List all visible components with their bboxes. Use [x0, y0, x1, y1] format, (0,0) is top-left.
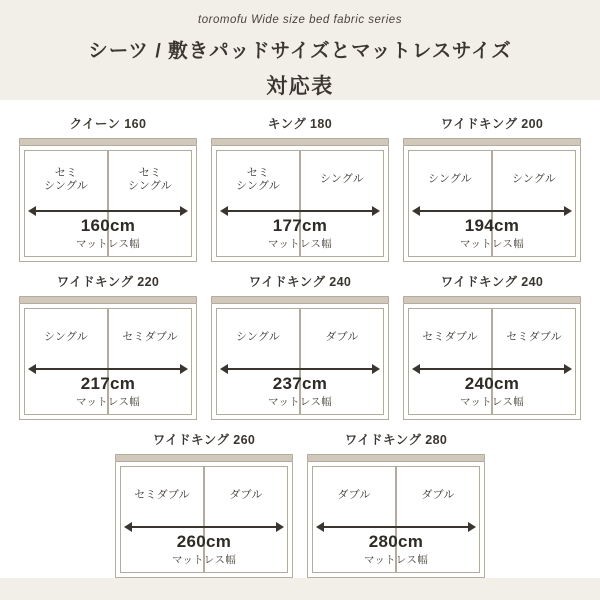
- arrow-line: [227, 210, 373, 212]
- size-card-title: ワイドキング 260: [152, 433, 256, 447]
- width-value: 260cm: [176, 532, 232, 551]
- arrow-line: [419, 210, 565, 212]
- width-caption: マットレス幅: [267, 238, 333, 250]
- mattress-label: ダブル: [337, 489, 371, 501]
- width-arrow: [220, 363, 380, 374]
- width-value: 280cm: [368, 532, 424, 551]
- size-card: [19, 272, 197, 420]
- mattress-label: シングル: [428, 173, 472, 185]
- width-caption: マットレス幅: [75, 238, 141, 250]
- mattress-label: セミダブル: [506, 331, 562, 343]
- mattress-label: シングル: [236, 331, 280, 343]
- mattress-label: ダブル: [325, 331, 359, 343]
- width-measure: [28, 205, 188, 251]
- size-card-title: クイーン 160: [69, 117, 147, 131]
- width-value: 177cm: [272, 216, 328, 235]
- width-arrow: [220, 205, 380, 216]
- arrow-right-icon: [564, 206, 572, 216]
- bed-frame: [115, 462, 293, 578]
- width-arrow: [124, 521, 284, 532]
- bed-diagram: [19, 296, 197, 420]
- size-card: [19, 114, 197, 262]
- width-measure: [220, 205, 380, 251]
- size-card: [211, 114, 389, 262]
- width-caption: マットレス幅: [75, 396, 141, 408]
- width-arrow: [412, 205, 572, 216]
- page-header: [0, 0, 600, 100]
- mattress-label: シングル: [44, 331, 88, 343]
- size-card-title: ワイドキング 240: [440, 275, 544, 289]
- arrow-line: [419, 368, 565, 370]
- headboard: [403, 296, 581, 304]
- footer-band: [0, 578, 600, 600]
- mattress-label: セミ シングル: [128, 167, 172, 192]
- width-value: 237cm: [272, 374, 328, 393]
- size-card: [403, 114, 581, 262]
- width-caption: マットレス幅: [267, 396, 333, 408]
- arrow-right-icon: [180, 364, 188, 374]
- bed-frame: [307, 462, 485, 578]
- size-card: [115, 430, 293, 578]
- mattress-label: セミ シングル: [236, 167, 280, 192]
- size-card: [307, 430, 485, 578]
- width-value: 194cm: [464, 216, 520, 235]
- headboard: [403, 138, 581, 146]
- arrow-right-icon: [372, 206, 380, 216]
- size-card-title: ワイドキング 280: [344, 433, 448, 447]
- mattress-label: セミダブル: [422, 331, 478, 343]
- width-value: 240cm: [464, 374, 520, 393]
- headboard: [307, 454, 485, 462]
- mattress-label: セミダブル: [122, 331, 178, 343]
- bed-frame: [19, 304, 197, 420]
- bed-diagram: [307, 454, 485, 578]
- size-card-title: ワイドキング 200: [440, 117, 544, 131]
- bed-diagram: [115, 454, 293, 578]
- width-caption: マットレス幅: [459, 238, 525, 250]
- bed-frame: [211, 146, 389, 262]
- width-measure: [124, 521, 284, 567]
- headboard: [115, 454, 293, 462]
- size-card: [403, 272, 581, 420]
- width-value: 217cm: [80, 374, 136, 393]
- mattress-label: シングル: [512, 173, 556, 185]
- bed-diagram: [211, 138, 389, 262]
- width-measure: [28, 363, 188, 409]
- mattress-label: セミダブル: [134, 489, 190, 501]
- width-arrow: [28, 363, 188, 374]
- width-measure: [220, 363, 380, 409]
- bed-frame: [211, 304, 389, 420]
- series-eyebrow: toromofu Wide size bed fabric series: [198, 14, 402, 26]
- headboard: [19, 296, 197, 304]
- arrow-line: [131, 526, 277, 528]
- size-card: [211, 272, 389, 420]
- chart-content: [0, 100, 600, 578]
- width-arrow: [412, 363, 572, 374]
- bed-frame: [403, 146, 581, 262]
- bed-frame: [19, 146, 197, 262]
- page-title-line1: シーツ / 敷きパッドサイズとマットレスサイズ: [88, 40, 512, 62]
- width-measure: [412, 363, 572, 409]
- mattress-label: ダブル: [229, 489, 263, 501]
- width-caption: マットレス幅: [171, 554, 237, 566]
- arrow-line: [323, 526, 469, 528]
- width-value: 160cm: [80, 216, 136, 235]
- width-measure: [412, 205, 572, 251]
- mattress-label: シングル: [320, 173, 364, 185]
- bed-diagram: [403, 296, 581, 420]
- bed-diagram: [19, 138, 197, 262]
- width-caption: マットレス幅: [459, 396, 525, 408]
- page-title-line2: 対応表: [266, 75, 334, 98]
- arrow-line: [35, 210, 181, 212]
- arrow-right-icon: [276, 522, 284, 532]
- width-arrow: [28, 205, 188, 216]
- bed-frame: [403, 304, 581, 420]
- chart-row: [18, 272, 582, 420]
- chart-row: [18, 430, 582, 578]
- bed-diagram: [403, 138, 581, 262]
- size-card-title: キング 180: [267, 117, 333, 131]
- arrow-line: [227, 368, 373, 370]
- bed-diagram: [211, 296, 389, 420]
- chart-row: [18, 114, 582, 262]
- arrow-line: [35, 368, 181, 370]
- mattress-label: セミ シングル: [44, 167, 88, 192]
- size-card-title: ワイドキング 240: [248, 275, 352, 289]
- width-caption: マットレス幅: [363, 554, 429, 566]
- width-arrow: [316, 521, 476, 532]
- arrow-right-icon: [372, 364, 380, 374]
- width-measure: [316, 521, 476, 567]
- arrow-right-icon: [468, 522, 476, 532]
- arrow-right-icon: [180, 206, 188, 216]
- arrow-right-icon: [564, 364, 572, 374]
- mattress-label: ダブル: [421, 489, 455, 501]
- headboard: [211, 296, 389, 304]
- headboard: [19, 138, 197, 146]
- headboard: [211, 138, 389, 146]
- size-card-title: ワイドキング 220: [56, 275, 160, 289]
